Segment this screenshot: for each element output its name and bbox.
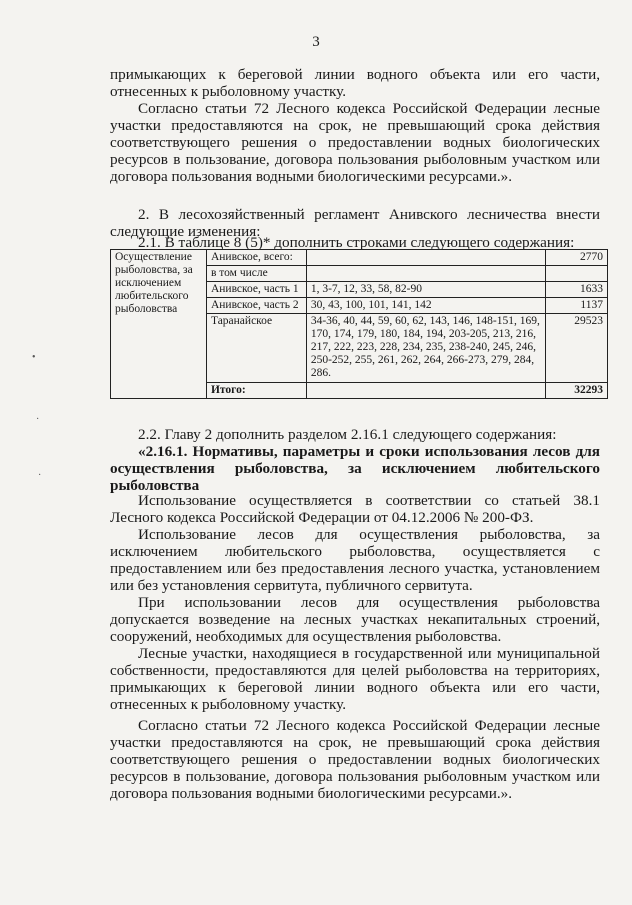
quarters [306, 266, 545, 282]
body-paragraph-4: Лесные участки, находящиеся в государственной или муниципальной собственности, предоставляются для целей рыболовства на территориях, примыкающих к береговой линии водного объекта или его части, отнесенных к рыболовному участку. [110, 645, 600, 713]
body-text [110, 492, 600, 802]
area-name: Таранайское [206, 314, 306, 383]
body-paragraph-5: Согласно статьи 72 Лесного кодекса Российской Федерации лесные участки предоставляются на срок, не превышающий срока действия соответствующего решения о предоставлении водных биологических ресурсов в пользование, договора пользования рыболовным участком или договора пользования водными биологическими ресурсами.». [110, 717, 600, 802]
body-paragraph-2: Использование лесов для осуществления рыболовства, за исключением любительского рыболовства, осуществляется с предоставлением или без предоставления лесного участка, установлением или без установления сервитута, публичного сервитута. [110, 526, 600, 594]
area-name: Анивское, всего: [206, 250, 306, 266]
quarters: 30, 43, 100, 101, 141, 142 [306, 298, 545, 314]
intro-paragraph-2: Согласно статьи 72 Лесного кодекса Российской Федерации лесные участки предоставляются на срок, не превышающий срока действия соответствующего решения о предоставлении водных биологических ресурсов в пользование, договора пользования рыболовным участком или договора пользования водными биологическими ресурсами.». [110, 100, 600, 185]
item-2-2-text: 2.2. Главу 2 дополнить разделом 2.16.1 следующего содержания: [138, 426, 557, 443]
area-value: 1137 [546, 298, 608, 314]
scan-speck: · [38, 470, 42, 481]
area-value: 1633 [546, 282, 608, 298]
area-value: 2770 [546, 250, 608, 266]
body-paragraph-3: При использовании лесов для осуществления рыболовства допускается возведение на лесных участках некапитальных строений, сооружений, необходимых для осуществления рыболовства. [110, 594, 600, 645]
item-2-text: 2. В лесохозяйственный регламент Анивского лесничества внести следующие изменения: [110, 206, 600, 240]
table-row [111, 250, 608, 266]
total-value: 32293 [546, 383, 608, 399]
total-empty [306, 383, 545, 399]
quarters: 34-36, 40, 44, 59, 60, 62, 143, 146, 148-151, 169, 170, 174, 179, 180, 184, 194, 203-205, 213, 216, 217, 222, 223, 228, 234, 235, 238-240, 245, 246, 250-252, 255, 261, 262, 264, 266-273, 279, 284, 286. [306, 314, 545, 383]
area-value: 29523 [546, 314, 608, 383]
area-name: Анивское, часть 1 [206, 282, 306, 298]
intro-paragraph-1: примыкающих к береговой линии водного объекта или его части, отнесенных к рыболовному участку. [110, 66, 600, 100]
scan-speck: · [36, 414, 40, 425]
forest-table [110, 249, 608, 399]
scan-speck: • [32, 352, 36, 363]
quarters: 1, 3-7, 12, 33, 58, 82-90 [306, 282, 545, 298]
section-title-text: «2.16.1. Нормативы, параметры и сроки использования лесов для осуществления рыболовства, за исключением любительского рыболовства [110, 443, 600, 494]
item-2-1-text: 2.1. В таблице 8 (5)* дополнить строками следующего содержания: [138, 234, 575, 251]
area-name: Анивское, часть 2 [206, 298, 306, 314]
area-value [546, 266, 608, 282]
quarters [306, 250, 545, 266]
intro-text [110, 66, 600, 185]
page-number: 3 [312, 34, 320, 50]
total-label: Итого: [206, 383, 306, 399]
purpose-cell: Осуществление рыболовства, за исключением любительского рыболовства [111, 250, 207, 399]
area-name: в том числе [206, 266, 306, 282]
section-title [110, 443, 600, 494]
body-paragraph-1: Использование осуществляется в соответствии со статьей 38.1 Лесного кодекса Российской Федерации от 04.12.2006 № 200-ФЗ. [110, 492, 600, 526]
item-2-2 [110, 426, 600, 443]
